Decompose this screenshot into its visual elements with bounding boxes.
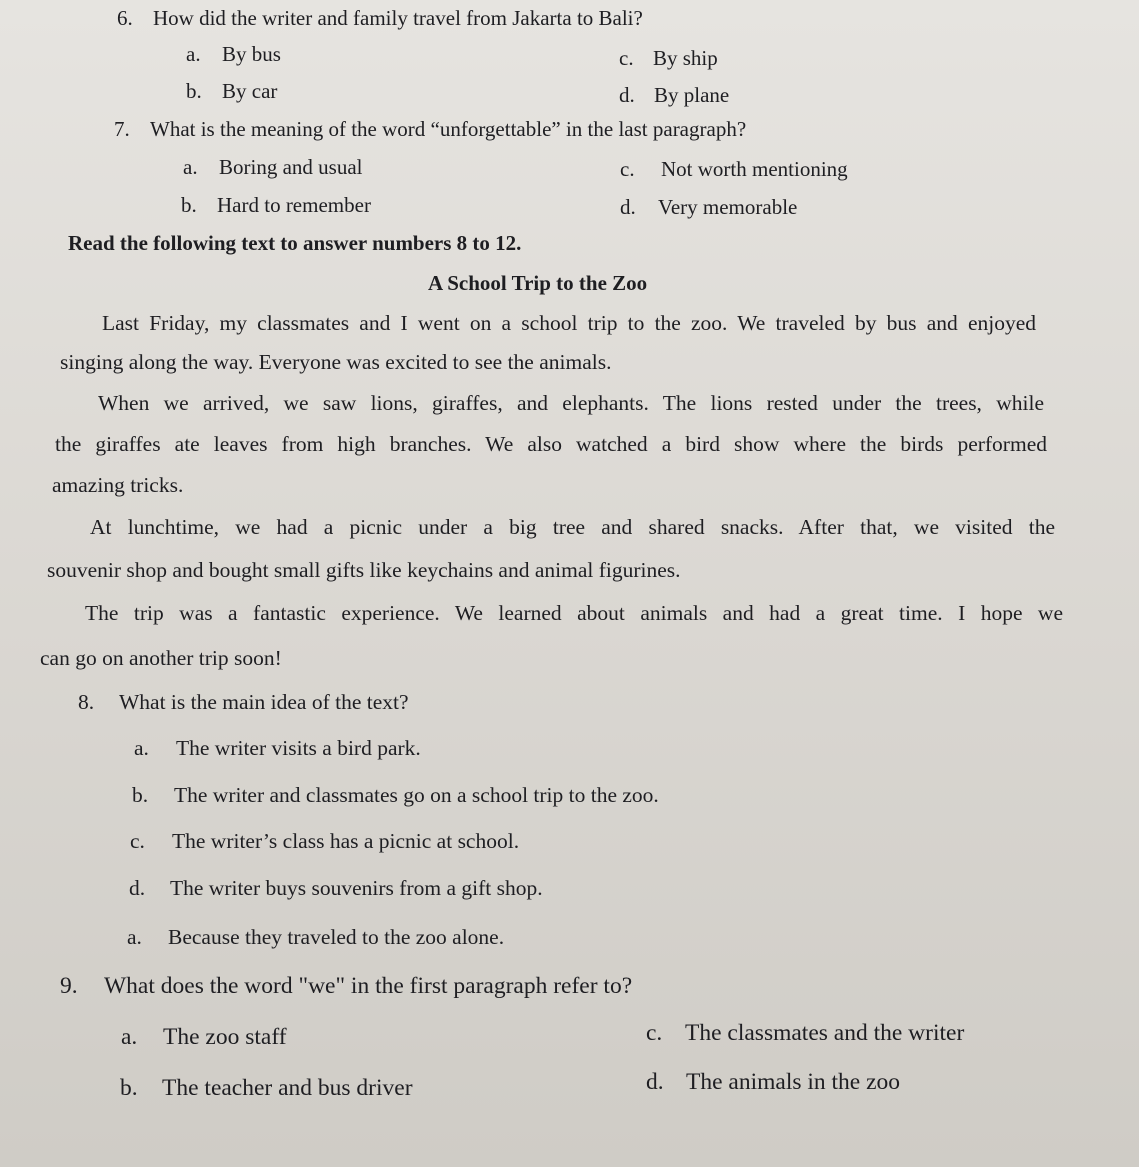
q9-option-a: The zoo staff [163, 1024, 287, 1050]
q9-option-c: The classmates and the writer [685, 1020, 965, 1046]
q6-option-b-letter: b. [186, 79, 202, 103]
q6-option-c: By ship [653, 46, 718, 70]
q7-option-b-letter: b. [181, 193, 197, 217]
q8-option-a-letter: a. [134, 736, 149, 760]
passage-p1-line1: Last Friday, my classmates and I went on a school trip to the zoo. We traveled by bus and enjoyed [102, 311, 1036, 335]
q8-option-e: Because they traveled to the zoo alone. [168, 925, 505, 949]
q9-option-b: The teacher and bus driver [162, 1075, 413, 1101]
q9-option-b-letter: b. [120, 1075, 138, 1101]
passage-title: A School Trip to the Zoo [428, 271, 648, 295]
q7-option-c-letter: c. [620, 157, 635, 181]
passage-p2-line3: amazing tricks. [52, 473, 184, 497]
passage-p3-line2: souvenir shop and bought small gifts like keychains and animal figurines. [47, 558, 681, 582]
passage-p2-line2: the giraffes ate leaves from high branches. We also watched a bird show where the birds performed [55, 432, 1047, 456]
passage-p3-line1: At lunchtime, we had a picnic under a big tree and shared snacks. After that, we visited the [90, 515, 1055, 539]
q8-number: 8. [78, 690, 95, 714]
q8-option-c-letter: c. [130, 829, 145, 853]
q9-option-a-letter: a. [121, 1024, 138, 1050]
q8-option-b: The writer and classmates go on a school trip to the zoo. [174, 783, 659, 807]
q7-number: 7. [114, 117, 130, 141]
q8-option-c: The writer’s class has a picnic at school. [172, 829, 520, 853]
q9-number: 9. [60, 973, 78, 999]
q6-option-b: By car [222, 79, 278, 103]
passage-p2-line1: When we arrived, we saw lions, giraffes, and elephants. The lions rested under the trees, while [98, 391, 1044, 415]
q8-option-e-letter: a. [127, 925, 142, 949]
q8-option-d: The writer buys souvenirs from a gift shop. [170, 876, 543, 900]
q7-option-b: Hard to remember [217, 193, 371, 217]
q9-option-d-letter: d. [646, 1069, 664, 1095]
q7-question: What is the meaning of the word “unforgettable” in the last paragraph? [150, 117, 747, 141]
q8-option-b-letter: b. [132, 783, 149, 807]
passage-p4-line2: can go on another trip soon! [40, 646, 282, 670]
q6-number: 6. [117, 6, 133, 30]
q7-option-d: Very memorable [658, 195, 798, 219]
q8-option-a: The writer visits a bird park. [176, 736, 421, 760]
q6-option-a: By bus [222, 42, 281, 66]
q7-option-c: Not worth mentioning [661, 157, 848, 181]
q9-question: What does the word "we" in the first paragraph refer to? [104, 973, 633, 999]
passage-p4-line1: The trip was a fantastic experience. We learned about animals and had a great time. I hope we [85, 601, 1063, 625]
q7-option-a-letter: a. [183, 155, 198, 179]
q7-option-d-letter: d. [620, 195, 636, 219]
q9-option-c-letter: c. [646, 1020, 663, 1046]
q6-option-c-letter: c. [619, 46, 634, 70]
q6-question: How did the writer and family travel from Jakarta to Bali? [153, 6, 643, 30]
reading-instruction: Read the following text to answer numbers 8 to 12. [68, 231, 522, 255]
q8-question: What is the main idea of the text? [119, 690, 409, 714]
passage-p1-line2: singing along the way. Everyone was excited to see the animals. [60, 350, 612, 374]
q7-option-a: Boring and usual [219, 155, 363, 179]
q8-option-d-letter: d. [129, 876, 146, 900]
q6-option-d-letter: d. [619, 83, 635, 107]
q6-option-a-letter: a. [186, 42, 201, 66]
q6-option-d: By plane [654, 83, 730, 107]
q9-option-d: The animals in the zoo [686, 1069, 901, 1095]
